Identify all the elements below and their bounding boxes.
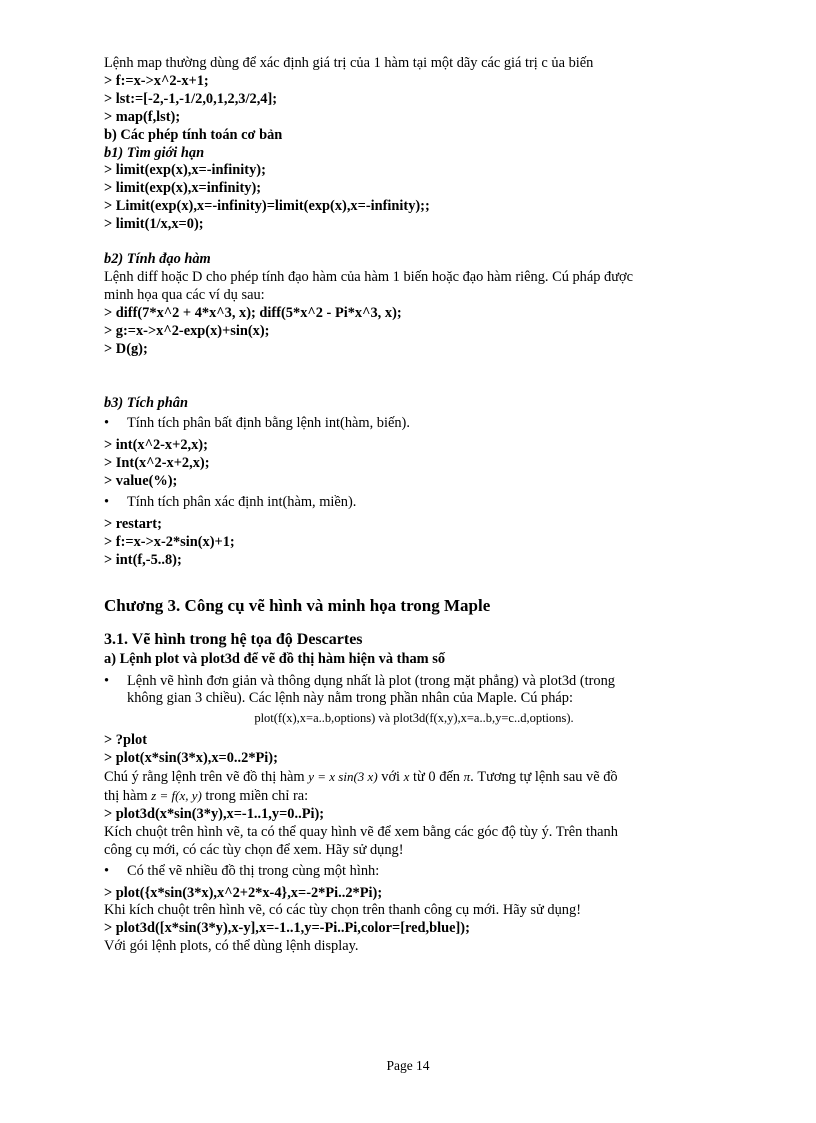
maple-command: > g:=x->x^2-exp(x)+sin(x); — [104, 322, 270, 339]
maple-command: > plot3d([x*sin(3*y),x-y],x=-1..1,y=-Pi..Pi,color=[red,blue]); — [104, 920, 470, 937]
maple-command: > lst:=[-2,-1,-1/2,0,1,2,3/2,4]; — [104, 90, 278, 107]
math-expression: z = f(x, y) — [151, 788, 202, 803]
text-line: Lệnh map thường dùng để xác định giá trị của 1 hàm tại một dãy các giá trị c ủa biến — [104, 55, 594, 71]
text-span: trong miền chỉ ra: — [201, 788, 309, 804]
subsection-heading: b2) Tính đạo hàm — [104, 251, 211, 268]
math-expression: y = x sin(3 x) — [308, 769, 378, 785]
text-span: . Tương tự lệnh sau vẽ đồ — [470, 769, 618, 786]
bullet-icon: • — [104, 862, 110, 879]
maple-command: > D(g); — [104, 340, 148, 357]
bullet-text: Tính tích phân xác định int(hàm, miền). — [127, 494, 357, 511]
chapter-title: Chương 3. Công cụ vẽ hình và minh họa trong Maple — [104, 595, 491, 615]
text-line: Lệnh diff hoặc D cho phép tính đạo hàm của hàm 1 biến hoặc đạo hàm riêng. Cú pháp được — [104, 268, 634, 285]
maple-command: > f:=x->x^2-x+1; — [104, 72, 209, 89]
text-span: từ 0 đến — [409, 769, 464, 786]
maple-command: > Limit(exp(x),x=-infinity)=limit(exp(x),x=-infinity);; — [104, 198, 430, 215]
maple-command: > diff(7*x^2 + 4*x^3, x); diff(5*x^2 - Pi*x^3, x); — [104, 304, 402, 321]
subsection-heading: b3) Tích phân — [104, 394, 188, 411]
syntax-line: plot(f(x),x=a..b,options) và plot3d(f(x,y),x=a..b,y=c..d,options). — [254, 711, 574, 726]
document-page — [104, 55, 724, 956]
maple-command: > Int(x^2-x+2,x); — [104, 455, 210, 472]
bullet-text: Lệnh vẽ hình đơn giản và thông dụng nhất là plot (trong mặt phẳng) và plot3d (trong — [127, 672, 616, 689]
maple-command: > limit(exp(x),x=infinity); — [104, 180, 262, 197]
text-span: thị hàm — [104, 788, 152, 804]
bullet-icon: • — [104, 494, 110, 511]
text-span: Chú ý rằng lệnh trên vẽ đồ thị hàm — [104, 769, 309, 786]
maple-command: > plot({x*sin(3*x),x^2+2*x-4},x=-2*Pi..2*Pi); — [104, 884, 383, 901]
math-expression: π — [463, 769, 471, 785]
bullet-icon: • — [104, 415, 110, 432]
section-heading: a) Lệnh plot và plot3d để vẽ đồ thị hàm hiện và tham số — [104, 650, 446, 667]
math-expression: x — [403, 769, 410, 785]
maple-command: > f:=x->x-2*sin(x)+1; — [104, 533, 235, 550]
bullet-item — [104, 494, 724, 512]
text-line: minh họa qua các ví dụ sau: — [104, 286, 265, 303]
maple-command: > int(x^2-x+2,x); — [104, 437, 208, 454]
page-number: Page 14 — [386, 1058, 430, 1073]
maple-command: > limit(exp(x),x=-infinity); — [104, 162, 266, 179]
maple-command: > value(%); — [104, 473, 178, 490]
bullet-item — [104, 415, 724, 433]
section-heading: b) Các phép tính toán cơ bản — [104, 126, 283, 143]
text-line: Với gói lệnh plots, có thể dùng lệnh display. — [104, 938, 359, 955]
maple-command: > plot3d(x*sin(3*y),x=-1..1,y=0..Pi); — [104, 805, 325, 822]
maple-command: > plot(x*sin(3*x),x=0..2*Pi); — [104, 750, 278, 767]
bullet-text: Tính tích phân bất định bằng lệnh int(hàm, biến). — [127, 415, 410, 432]
maple-command: > int(f,-5..8); — [104, 551, 182, 568]
maple-command: > map(f,lst); — [104, 108, 181, 125]
text-line — [104, 768, 724, 787]
subsection-heading: b1) Tìm giới hạn — [104, 144, 205, 161]
maple-command: > ?plot — [104, 732, 147, 749]
text-line — [104, 787, 724, 806]
bullet-item — [104, 863, 724, 881]
maple-command: > restart; — [104, 515, 162, 532]
maple-command: > limit(1/x,x=0); — [104, 216, 204, 233]
text-span: với — [377, 769, 404, 786]
bullet-item — [104, 673, 724, 691]
bullet-text: Có thể vẽ nhiều đồ thị trong cùng một hình: — [127, 862, 380, 879]
section-title: 3.1. Vẽ hình trong hệ tọa độ Descartes — [104, 630, 363, 648]
text-line: công cụ mới, có các tùy chọn để xem. Hãy sử dụng! — [104, 841, 404, 858]
bullet-icon: • — [104, 672, 110, 689]
text-line: không gian 3 chiều). Các lệnh này nằm trong phần nhân của Maple. Cú pháp: — [127, 690, 573, 707]
text-line: Khi kích chuột trên hình vẽ, có các tùy chọn trên thanh công cụ mới. Hãy sử dụng! — [104, 902, 581, 919]
text-line: Kích chuột trên hình vẽ, ta có thể quay hình vẽ để xem bằng các góc độ tùy ý. Trên thanh — [104, 823, 618, 840]
